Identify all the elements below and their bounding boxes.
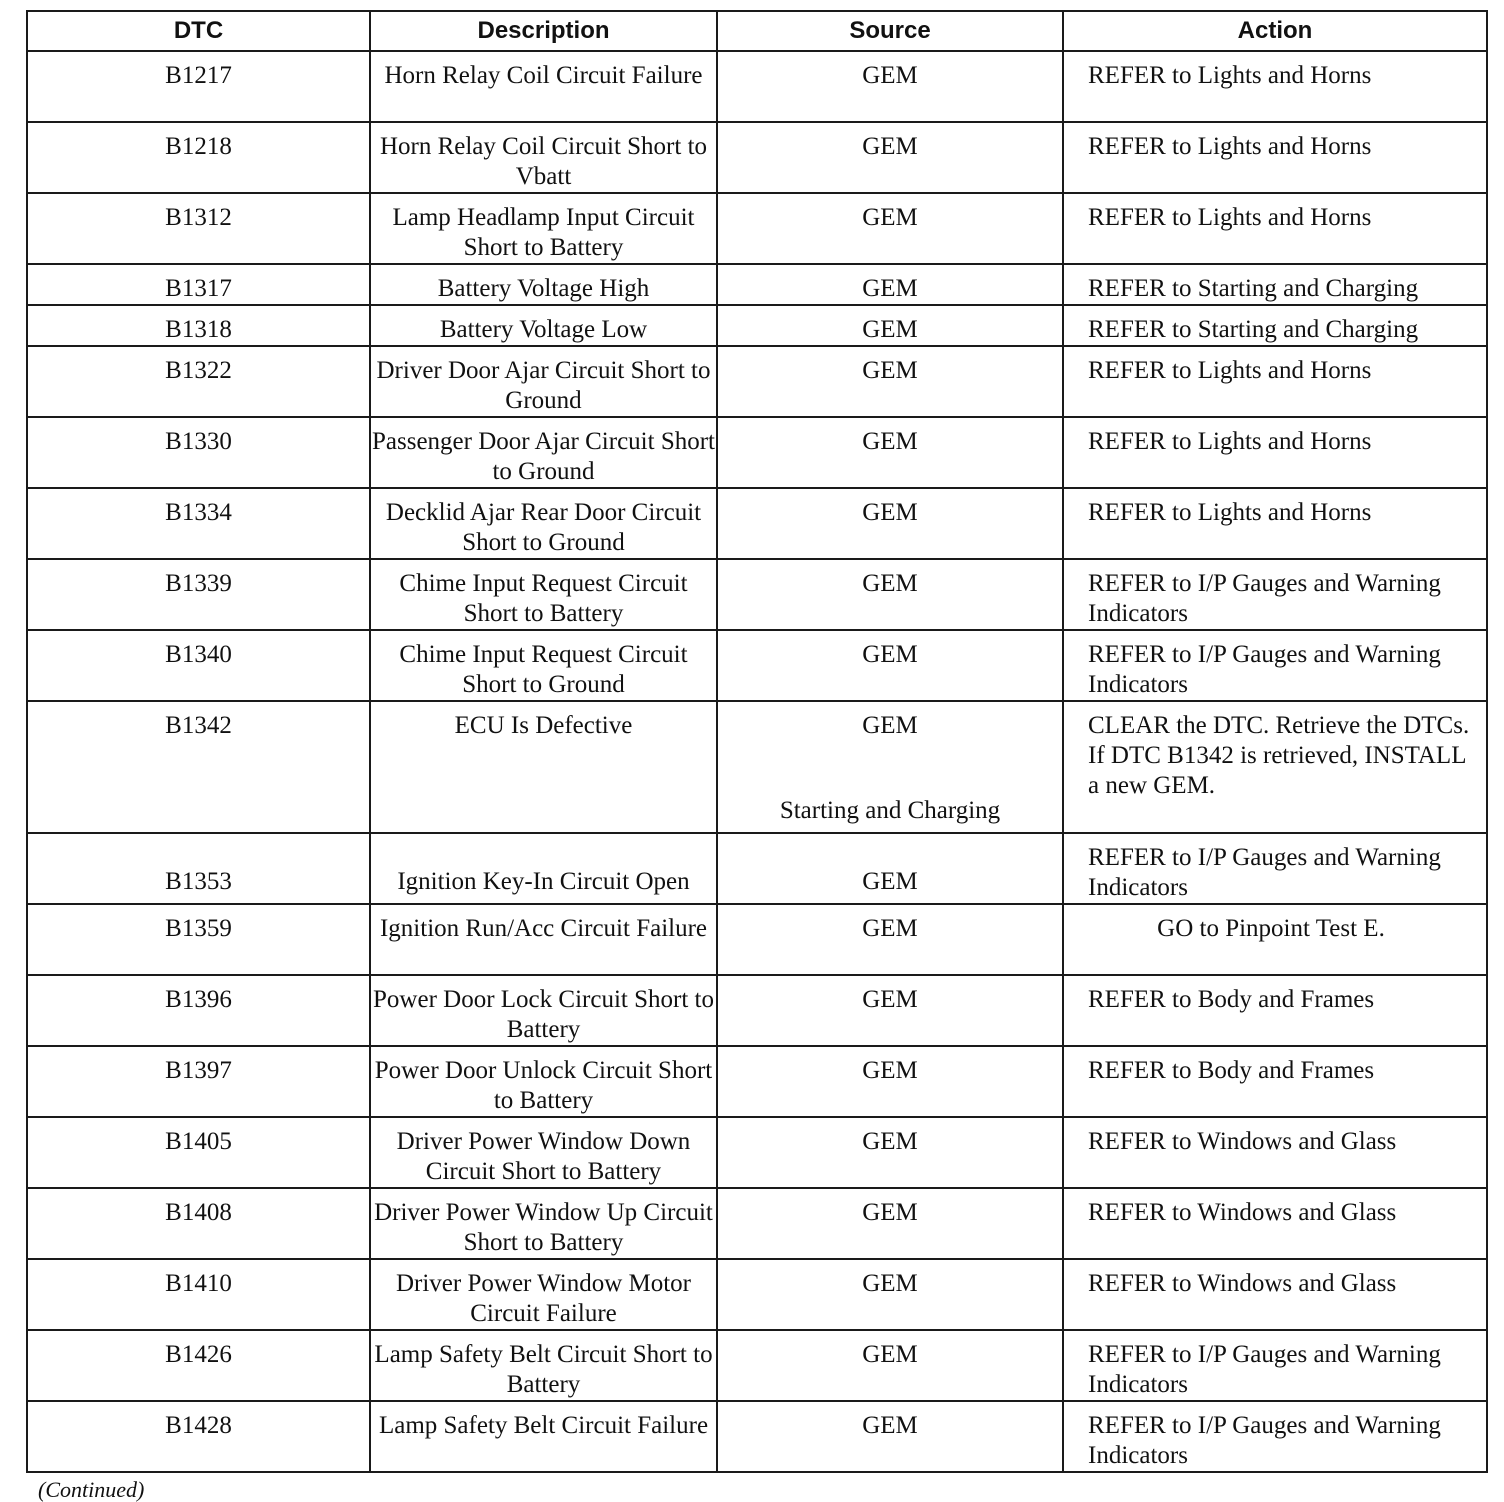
table-row bbox=[27, 559, 1487, 630]
dtc-action: REFER to Lights and Horns bbox=[1063, 193, 1487, 264]
table-row bbox=[27, 305, 1487, 346]
table-header-row bbox=[27, 11, 1487, 51]
dtc-description: Chime Input Request Circuit Short to Ground bbox=[370, 630, 717, 701]
dtc-action: REFER to I/P Gauges and Warning Indicators bbox=[1063, 1330, 1487, 1401]
dtc-code: B1334 bbox=[27, 488, 370, 559]
dtc-description: Chime Input Request Circuit Short to Battery bbox=[370, 559, 717, 630]
dtc-code: B1342 bbox=[27, 701, 370, 833]
table-row bbox=[27, 630, 1487, 701]
dtc-code: B1426 bbox=[27, 1330, 370, 1401]
dtc-action: REFER to Starting and Charging bbox=[1063, 264, 1487, 305]
table-row bbox=[27, 1046, 1487, 1117]
table-row bbox=[27, 833, 1487, 904]
continued-note: (Continued) bbox=[38, 1477, 145, 1502]
dtc-action: REFER to I/P Gauges and Warning Indicators bbox=[1063, 1401, 1487, 1472]
dtc-source: GEM bbox=[717, 1046, 1063, 1117]
dtc-source: GEM bbox=[717, 904, 1063, 975]
dtc-code: B1317 bbox=[27, 264, 370, 305]
dtc-source: GEM bbox=[717, 1117, 1063, 1188]
dtc-action: REFER to Lights and Horns bbox=[1063, 417, 1487, 488]
dtc-source-cell bbox=[717, 701, 1063, 833]
dtc-description: Horn Relay Coil Circuit Short to Vbatt bbox=[370, 122, 717, 193]
table-row bbox=[27, 1401, 1487, 1472]
dtc-action: REFER to Body and Frames bbox=[1063, 1046, 1487, 1117]
dtc-description: Lamp Safety Belt Circuit Failure bbox=[370, 1401, 717, 1472]
table-row bbox=[27, 1188, 1487, 1259]
dtc-action: REFER to Lights and Horns bbox=[1063, 122, 1487, 193]
dtc-description: Ignition Run/Acc Circuit Failure bbox=[370, 904, 717, 975]
dtc-code: B1359 bbox=[27, 904, 370, 975]
dtc-action: REFER to Windows and Glass bbox=[1063, 1117, 1487, 1188]
dtc-source: GEM bbox=[717, 488, 1063, 559]
dtc-code: B1408 bbox=[27, 1188, 370, 1259]
table-row bbox=[27, 701, 1487, 833]
dtc-source: GEM bbox=[717, 1401, 1063, 1472]
dtc-source: GEM bbox=[717, 51, 1063, 122]
dtc-source: GEM bbox=[717, 630, 1063, 701]
dtc-action: REFER to I/P Gauges and Warning Indicators bbox=[1063, 630, 1487, 701]
dtc-code: B1318 bbox=[27, 305, 370, 346]
dtc-code: B1410 bbox=[27, 1259, 370, 1330]
table-row bbox=[27, 51, 1487, 122]
dtc-source: GEM bbox=[717, 1259, 1063, 1330]
table-row bbox=[27, 904, 1487, 975]
table-row bbox=[27, 122, 1487, 193]
dtc-description: ECU Is Defective bbox=[370, 701, 717, 833]
dtc-description: Driver Power Window Up Circuit Short to Battery bbox=[370, 1188, 717, 1259]
dtc-description: Power Door Unlock Circuit Short to Battery bbox=[370, 1046, 717, 1117]
dtc-action: REFER to Lights and Horns bbox=[1063, 346, 1487, 417]
dtc-action: REFER to I/P Gauges and Warning Indicators bbox=[1063, 559, 1487, 630]
table-row bbox=[27, 417, 1487, 488]
dtc-description: Lamp Safety Belt Circuit Short to Battery bbox=[370, 1330, 717, 1401]
dtc-description: Power Door Lock Circuit Short to Battery bbox=[370, 975, 717, 1046]
dtc-description: Decklid Ajar Rear Door Circuit Short to Ground bbox=[370, 488, 717, 559]
dtc-action: REFER to Windows and Glass bbox=[1063, 1259, 1487, 1330]
dtc-source: GEM bbox=[717, 1188, 1063, 1259]
dtc-code: B1397 bbox=[27, 1046, 370, 1117]
dtc-action: REFER to Windows and Glass bbox=[1063, 1188, 1487, 1259]
dtc-code: B1396 bbox=[27, 975, 370, 1046]
dtc-source: GEM bbox=[862, 712, 918, 739]
table-row bbox=[27, 975, 1487, 1046]
header-source: Source bbox=[717, 11, 1063, 51]
dtc-table bbox=[26, 10, 1488, 1473]
table-row bbox=[27, 1330, 1487, 1401]
table-row bbox=[27, 346, 1487, 417]
dtc-source: GEM bbox=[717, 833, 1063, 904]
dtc-description: Driver Door Ajar Circuit Short to Ground bbox=[370, 346, 717, 417]
dtc-code: B1428 bbox=[27, 1401, 370, 1472]
dtc-description: Driver Power Window Motor Circuit Failure bbox=[370, 1259, 717, 1330]
dtc-description: Lamp Headlamp Input Circuit Short to Battery bbox=[370, 193, 717, 264]
dtc-source: GEM bbox=[717, 1330, 1063, 1401]
dtc-source: GEM bbox=[717, 975, 1063, 1046]
dtc-code: B1339 bbox=[27, 559, 370, 630]
dtc-source-note: Starting and Charging bbox=[779, 797, 1001, 824]
dtc-description: Battery Voltage High bbox=[370, 264, 717, 305]
table-row bbox=[27, 193, 1487, 264]
dtc-description: Passenger Door Ajar Circuit Short to Ground bbox=[370, 417, 717, 488]
table-row bbox=[27, 264, 1487, 305]
dtc-source: GEM bbox=[717, 122, 1063, 193]
dtc-code: B1217 bbox=[27, 51, 370, 122]
header-description: Description bbox=[370, 11, 717, 51]
dtc-source: GEM bbox=[717, 559, 1063, 630]
table-row bbox=[27, 1117, 1487, 1188]
dtc-action: REFER to I/P Gauges and Warning Indicators bbox=[1063, 833, 1487, 904]
dtc-code: B1330 bbox=[27, 417, 370, 488]
header-dtc: DTC bbox=[27, 11, 370, 51]
dtc-source: GEM bbox=[717, 305, 1063, 346]
dtc-code: B1405 bbox=[27, 1117, 370, 1188]
dtc-code: B1340 bbox=[27, 630, 370, 701]
table-row bbox=[27, 1259, 1487, 1330]
dtc-source: GEM bbox=[717, 346, 1063, 417]
dtc-description: Battery Voltage Low bbox=[370, 305, 717, 346]
dtc-action: REFER to Lights and Horns bbox=[1063, 488, 1487, 559]
dtc-action: REFER to Lights and Horns bbox=[1063, 51, 1487, 122]
header-action: Action bbox=[1063, 11, 1487, 51]
dtc-action: GO to Pinpoint Test E. bbox=[1063, 904, 1487, 975]
table-row bbox=[27, 488, 1487, 559]
dtc-description: Ignition Key-In Circuit Open bbox=[370, 833, 717, 904]
dtc-code: B1322 bbox=[27, 346, 370, 417]
dtc-code: B1353 bbox=[27, 833, 370, 904]
dtc-code: B1312 bbox=[27, 193, 370, 264]
dtc-action: REFER to Body and Frames bbox=[1063, 975, 1487, 1046]
dtc-code: B1218 bbox=[27, 122, 370, 193]
dtc-action: REFER to Starting and Charging bbox=[1063, 305, 1487, 346]
dtc-action: CLEAR the DTC. Retrieve the DTCs. If DTC B1342 is retrieved, INSTALL a new GEM. bbox=[1063, 701, 1487, 833]
dtc-description: Horn Relay Coil Circuit Failure bbox=[370, 51, 717, 122]
dtc-source: GEM bbox=[717, 193, 1063, 264]
dtc-source: GEM bbox=[717, 417, 1063, 488]
dtc-source: GEM bbox=[717, 264, 1063, 305]
dtc-description: Driver Power Window Down Circuit Short to Battery bbox=[370, 1117, 717, 1188]
